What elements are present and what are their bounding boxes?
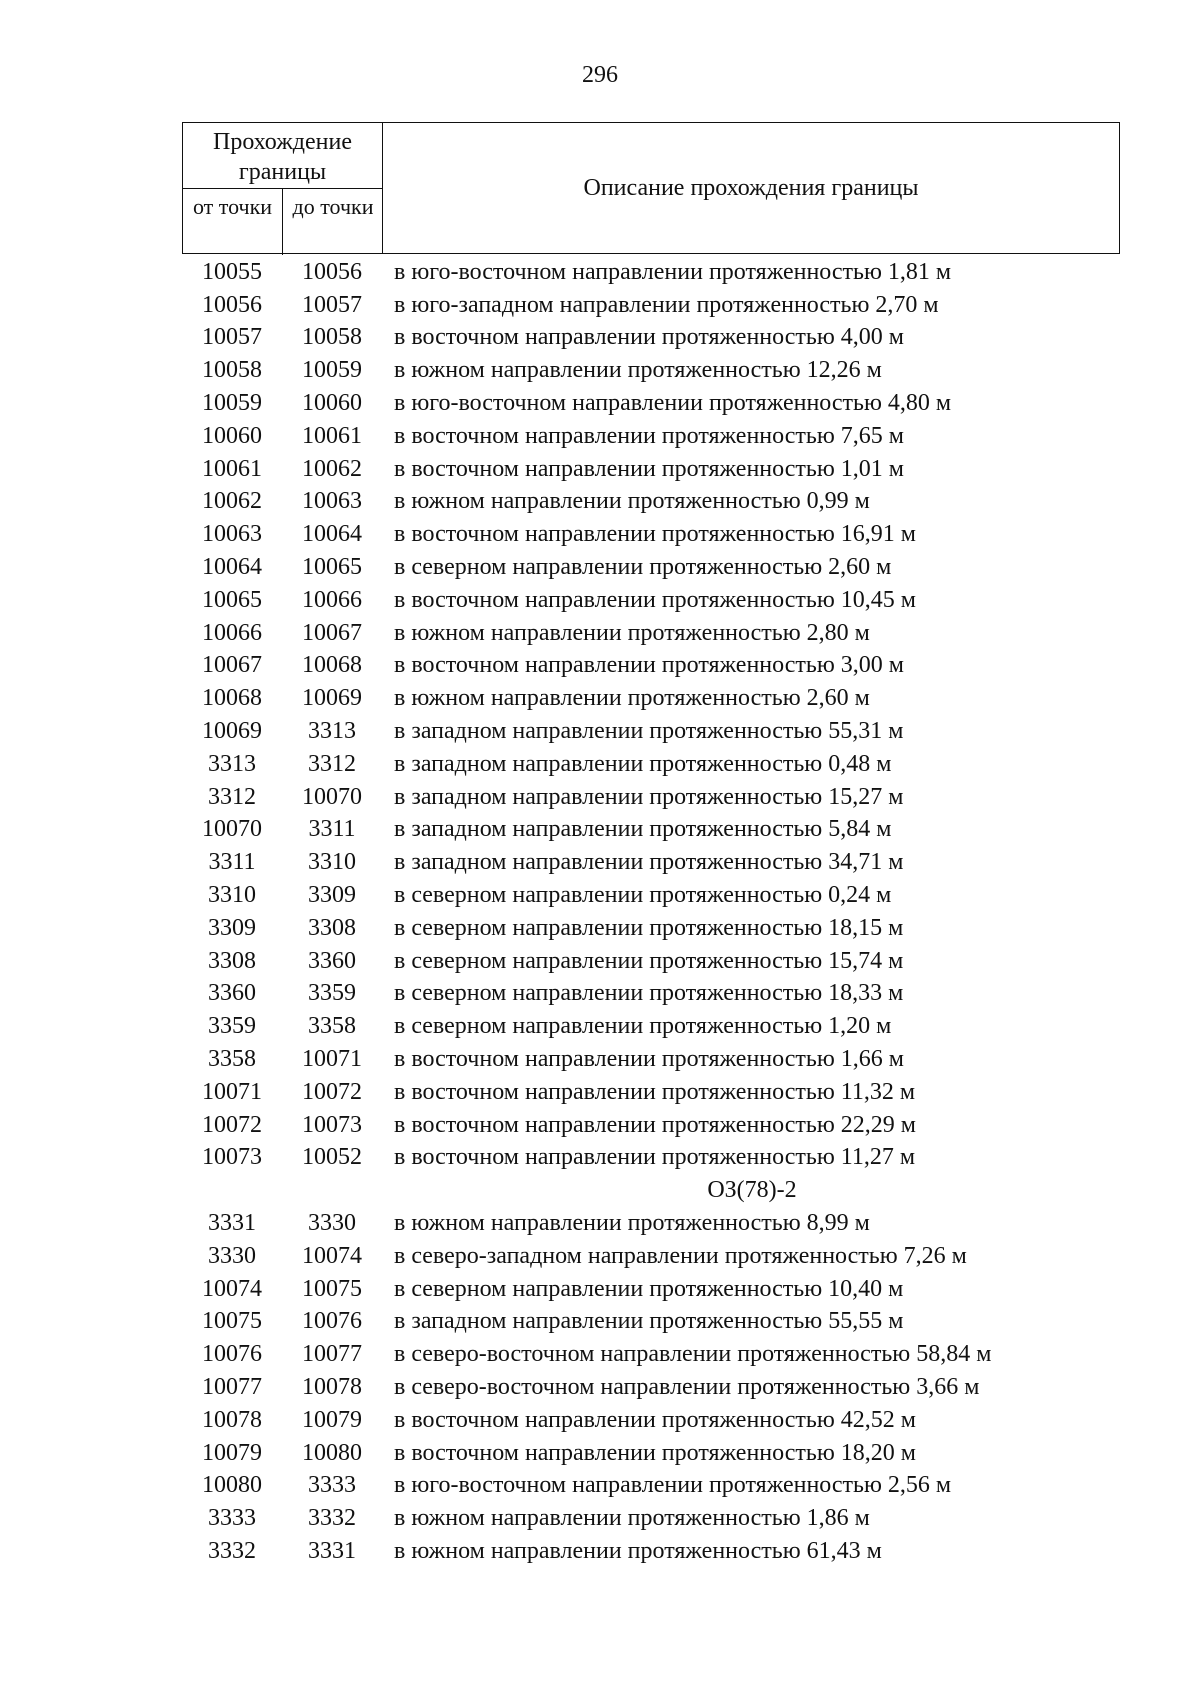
table-row: [182, 814, 1122, 847]
description-cell: в восточном направлении протяженностью 18,20 м: [394, 1439, 916, 1466]
table-row: [182, 912, 1122, 945]
description-cell: в восточном направлении протяженностью 7,65 м: [394, 422, 904, 449]
from-point-cell: 10063: [202, 521, 262, 548]
description-cell: в южном направлении протяженностью 8,99 м: [394, 1210, 870, 1236]
to-point-cell: 10052: [302, 1144, 362, 1171]
to-point-cell: 10069: [302, 685, 362, 712]
table-row: [182, 617, 1122, 650]
from-point-cell: 10071: [202, 1078, 262, 1105]
to-point-cell: 3309: [308, 882, 356, 909]
table-row: [182, 322, 1122, 355]
description-cell: в юго-восточном направлении протяженностью 2,56 м: [394, 1472, 952, 1499]
from-point-cell: 3310: [208, 882, 256, 909]
from-point-cell: 3308: [208, 947, 256, 974]
to-point-cell: 10072: [302, 1078, 362, 1105]
from-point-cell: 3312: [208, 783, 256, 810]
table-row: [182, 748, 1122, 781]
description-cell: в южном направлении протяженностью 1,86 м: [394, 1505, 870, 1532]
table-row: [182, 1109, 1122, 1142]
table-row: [182, 1010, 1122, 1043]
from-point-cell: 10067: [202, 652, 262, 679]
to-point-cell: 10076: [302, 1308, 362, 1335]
to-point-cell: 10066: [302, 586, 362, 613]
from-point-cell: 10055: [202, 258, 262, 285]
from-point-cell: 10077: [202, 1373, 262, 1400]
table-row: [182, 1371, 1122, 1404]
from-point-cell: 10056: [202, 291, 262, 318]
table-row: [182, 650, 1122, 683]
table-row: [182, 256, 1122, 289]
to-point-cell: 10073: [302, 1111, 362, 1138]
description-cell: в северном направлении протяженностью 10,40 м: [394, 1275, 904, 1302]
table-row: [182, 978, 1122, 1011]
to-point-cell: 10058: [302, 324, 362, 351]
table-row: [182, 354, 1122, 387]
to-point-cell: 3330: [308, 1210, 356, 1236]
description-header: Описание прохождения границы: [583, 174, 919, 201]
description-cell: в восточном направлении протяженностью 3,00 м: [394, 652, 904, 679]
table-row: [182, 1273, 1122, 1306]
table-row: [182, 1142, 1122, 1175]
description-cell: в восточном направлении протяженностью 1,66 м: [394, 1046, 904, 1073]
to-point-cell: 10067: [302, 619, 362, 646]
to-point-cell: 3332: [308, 1505, 356, 1532]
table-row: [182, 551, 1122, 584]
description-cell: в юго-восточном направлении протяженностью 1,81 м: [394, 258, 952, 285]
to-point-cell: 3333: [308, 1472, 356, 1499]
table-row: [182, 1502, 1122, 1535]
from-point-cell: 10060: [202, 422, 262, 449]
to-point-cell: 10061: [302, 422, 362, 449]
to-point-header: до точки: [292, 194, 374, 219]
to-point-cell: 10063: [302, 488, 362, 515]
to-point-cell: 10060: [302, 390, 362, 417]
table-row: [182, 846, 1122, 879]
to-point-cell: 3360: [308, 947, 356, 974]
table-row: [182, 945, 1122, 978]
to-point-cell: 10078: [302, 1373, 362, 1400]
from-point-cell: 3358: [208, 1046, 256, 1073]
description-cell: в северном направлении протяженностью 18,33 м: [394, 980, 904, 1007]
table-row: [182, 1306, 1122, 1339]
from-point-cell: 3360: [208, 980, 256, 1007]
from-point-cell: 3309: [208, 914, 256, 941]
passage-header-group: [183, 123, 383, 253]
to-point-cell: 10070: [302, 783, 362, 810]
description-cell: в южном направлении протяженностью 2,80 м: [394, 619, 870, 646]
table-row: [182, 387, 1122, 420]
from-point-cell: 10074: [202, 1275, 262, 1302]
to-point-cell: 10059: [302, 357, 362, 384]
to-point-cell: 10056: [302, 258, 362, 285]
description-cell: в западном направлении протяженностью 0,48 м: [394, 750, 892, 777]
to-point-cell: 10077: [302, 1341, 362, 1368]
table-row: [182, 781, 1122, 814]
description-cell: в восточном направлении протяженностью 11,27 м: [394, 1144, 916, 1171]
from-point-cell: 3330: [208, 1242, 256, 1269]
to-point-cell: 3313: [308, 718, 356, 745]
to-point-cell: 10057: [302, 291, 362, 318]
description-cell: в западном направлении протяженностью 15,27 м: [394, 783, 904, 810]
description-cell: в западном направлении протяженностью 55,31 м: [394, 718, 904, 745]
from-point-cell: 10066: [202, 619, 262, 646]
from-point-cell: 3359: [208, 1013, 256, 1040]
description-cell: в восточном направлении протяженностью 16,91 м: [394, 521, 916, 548]
from-point-cell: 10079: [202, 1439, 262, 1466]
to-point-cell: 10064: [302, 521, 362, 548]
from-point-cell: 10058: [202, 357, 262, 384]
to-point-cell: 10075: [302, 1275, 362, 1302]
table-row: [182, 518, 1122, 551]
table-row: [182, 715, 1122, 748]
from-point-cell: 3333: [208, 1505, 256, 1532]
description-cell: в северо-восточном направлении протяженностью 58,84 м: [394, 1341, 992, 1368]
description-cell: в восточном направлении протяженностью 10,45 м: [394, 586, 916, 613]
table-row: [182, 486, 1122, 519]
section-title: ОЗ(78)-2: [707, 1177, 797, 1204]
to-point-cell: 3311: [308, 816, 356, 843]
table-row: [182, 1469, 1122, 1502]
from-point-cell: 10065: [202, 586, 262, 613]
table-row: [182, 1076, 1122, 1109]
to-point-cell: 3359: [308, 980, 356, 1007]
from-point-cell: 10076: [202, 1341, 262, 1368]
table-row: [182, 1240, 1122, 1273]
to-point-cell: 10079: [302, 1406, 362, 1433]
from-point-cell: 3331: [208, 1210, 256, 1236]
table-row: [182, 1207, 1122, 1240]
from-point-cell: 10061: [202, 455, 262, 482]
description-cell: в восточном направлении протяженностью 11,32 м: [394, 1078, 916, 1105]
description-cell: в западном направлении протяженностью 5,84 м: [394, 816, 892, 843]
table-body: [182, 256, 1122, 1568]
from-point-cell: 10059: [202, 390, 262, 417]
to-point-cell: 10080: [302, 1439, 362, 1466]
description-cell: в восточном направлении протяженностью 4,00 м: [394, 324, 904, 351]
description-cell: в восточном направлении протяженностью 22,29 м: [394, 1111, 916, 1138]
description-cell: в восточном направлении протяженностью 1,01 м: [394, 455, 904, 482]
to-point-cell: 3310: [308, 849, 356, 876]
passage-header: Прохождение границы: [183, 123, 382, 189]
description-cell: в южном направлении протяженностью 12,26 м: [394, 357, 882, 384]
table-row: [182, 879, 1122, 912]
description-cell: в юго-восточном направлении протяженностью 4,80 м: [394, 390, 952, 417]
description-cell: в южном направлении протяженностью 2,60 м: [394, 685, 870, 712]
to-point-cell: 3331: [308, 1537, 356, 1564]
table-row: [182, 1404, 1122, 1437]
table-row: [182, 584, 1122, 617]
description-cell: в северо-восточном направлении протяженностью 3,66 м: [394, 1373, 980, 1400]
table-row: [182, 420, 1122, 453]
table-row: [182, 289, 1122, 322]
from-point-cell: 3311: [208, 849, 256, 876]
to-point-cell: 10068: [302, 652, 362, 679]
to-point-cell: 3308: [308, 914, 356, 941]
to-point-cell: 10065: [302, 554, 362, 581]
to-point-cell: 10071: [302, 1046, 362, 1073]
page-number: 296: [582, 62, 618, 88]
table-header: [182, 122, 1120, 254]
table-row: [182, 453, 1122, 486]
to-point-cell: 10074: [302, 1242, 362, 1269]
to-point-cell: 10062: [302, 455, 362, 482]
description-cell: в северном направлении протяженностью 1,20 м: [394, 1013, 892, 1040]
description-cell: в восточном направлении протяженностью 42,52 м: [394, 1406, 916, 1433]
table-row: [182, 1043, 1122, 1076]
table-row: [182, 682, 1122, 715]
description-cell: в северном направлении протяженностью 18,15 м: [394, 914, 904, 941]
to-point-cell: 3312: [308, 750, 356, 777]
description-cell: в северном направлении протяженностью 0,24 м: [394, 882, 892, 909]
from-point-cell: 10057: [202, 324, 262, 351]
description-cell: в северном направлении протяженностью 2,60 м: [394, 554, 892, 581]
description-cell: в северо-западном направлении протяженностью 7,26 м: [394, 1242, 967, 1269]
description-cell: в южном направлении протяженностью 61,43 м: [394, 1537, 882, 1564]
from-point-cell: 3313: [208, 750, 256, 777]
description-cell: в западном направлении протяженностью 34,71 м: [394, 849, 904, 876]
from-point-cell: 3332: [208, 1537, 256, 1564]
description-cell: в северном направлении протяженностью 15,74 м: [394, 947, 904, 974]
from-point-cell: 10070: [202, 816, 262, 843]
description-cell: в западном направлении протяженностью 55,55 м: [394, 1308, 904, 1335]
from-point-cell: 10064: [202, 554, 262, 581]
from-point-cell: 10072: [202, 1111, 262, 1138]
table-row: [182, 1338, 1122, 1371]
from-point-cell: 10080: [202, 1472, 262, 1499]
table-row: [182, 1437, 1122, 1470]
description-cell: в южном направлении протяженностью 0,99 м: [394, 488, 870, 515]
from-point-cell: 10062: [202, 488, 262, 515]
description-cell: в юго-западном направлении протяженностью 2,70 м: [394, 291, 939, 318]
table-row: [182, 1535, 1122, 1568]
from-point-cell: 10069: [202, 718, 262, 745]
from-point-cell: 10068: [202, 685, 262, 712]
from-point-header: от точки: [183, 189, 283, 255]
from-point-cell: 10075: [202, 1308, 262, 1335]
from-point-cell: 10078: [202, 1406, 262, 1433]
to-point-cell: 3358: [308, 1013, 356, 1040]
from-point-cell: 10073: [202, 1144, 262, 1171]
